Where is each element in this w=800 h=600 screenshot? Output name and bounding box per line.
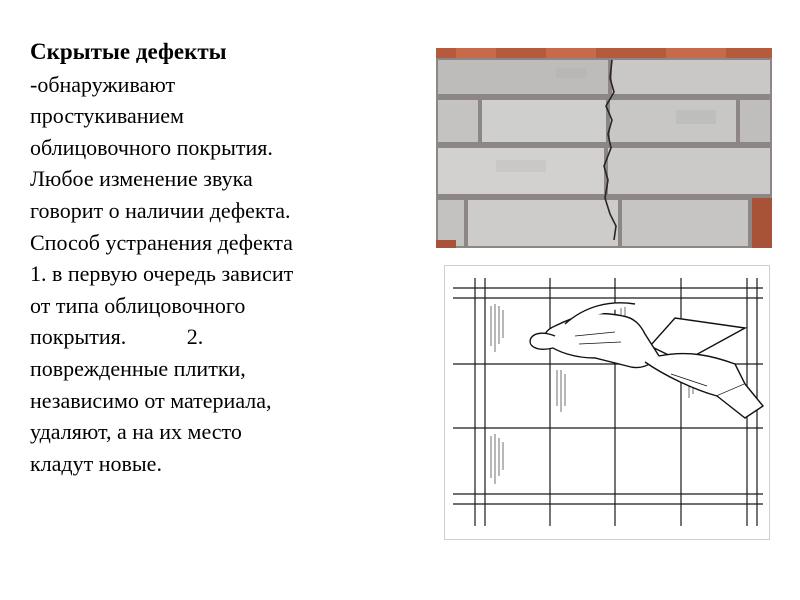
text-line: облицовочного покрытия. <box>30 134 273 160</box>
cracked-wall-photo <box>436 48 772 248</box>
text-line: -обнаруживают <box>30 71 176 97</box>
text-line: говорит о наличии дефекта. <box>30 197 291 223</box>
text-line: удаляют, а на их место <box>30 419 242 445</box>
text-line: кладут новые. <box>30 450 162 476</box>
text-line: поврежденные плитки, <box>30 355 246 381</box>
text-line: 1. в первую очередь зависит <box>30 261 294 287</box>
slide-title: Скрытые дефекты <box>30 39 227 64</box>
text-line: Любое изменение звука <box>30 166 253 192</box>
text-block <box>30 36 420 479</box>
text-line: от типа облицовочного <box>30 292 246 318</box>
text-line: покрытия. 2. <box>30 324 204 350</box>
text-line: простукиванием <box>30 103 184 129</box>
text-line: Способ устранения дефекта <box>30 229 293 255</box>
tile-tapping-illustration <box>444 265 770 540</box>
text-line: независимо от материала, <box>30 387 272 413</box>
